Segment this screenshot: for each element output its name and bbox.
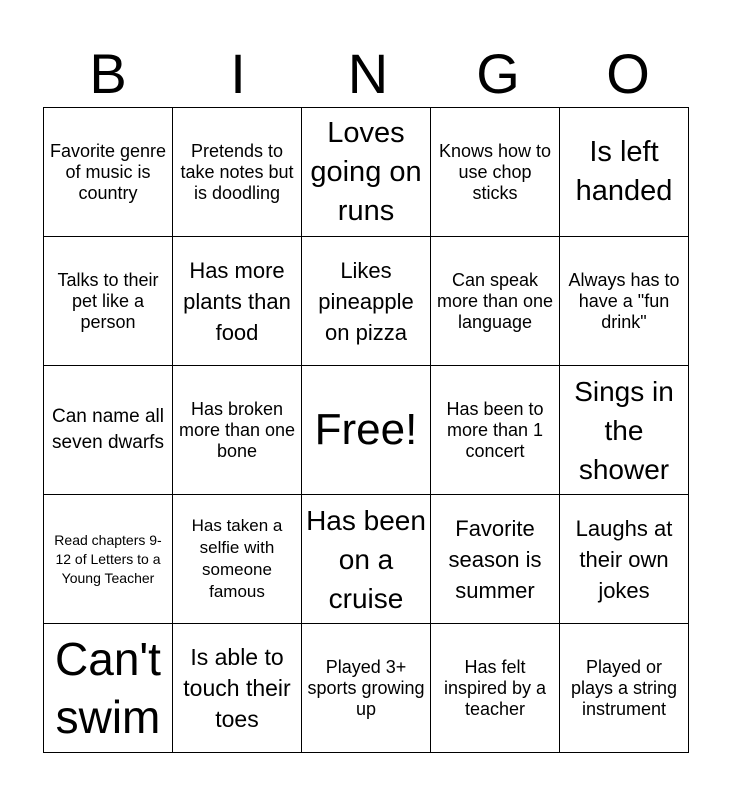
bingo-cell[interactable]: Played or plays a string instrument (560, 624, 689, 753)
bingo-cell[interactable]: Knows how to use chop sticks (431, 108, 560, 237)
bingo-cell[interactable]: Can't swim (44, 624, 173, 753)
header-letter-b: B (89, 42, 127, 105)
bingo-board (43, 107, 689, 753)
bingo-cell[interactable]: Can speak more than one language (431, 237, 560, 366)
bingo-cell[interactable]: Talks to their pet like a person (44, 237, 173, 366)
bingo-header (43, 42, 693, 106)
bingo-cell[interactable]: Has been to more than 1 concert (431, 366, 560, 495)
bingo-cell[interactable]: Pretends to take notes but is doodling (173, 108, 302, 237)
bingo-cell[interactable]: Can name all seven dwarfs (44, 366, 173, 495)
bingo-cell[interactable]: Has broken more than one bone (173, 366, 302, 495)
header-letter-i: I (230, 42, 246, 105)
bingo-cell[interactable]: Sings in the shower (560, 366, 689, 495)
bingo-cell[interactable]: Laughs at their own jokes (560, 495, 689, 624)
board-row-5 (44, 624, 689, 753)
bingo-cell[interactable]: Likes pineapple on pizza (302, 237, 431, 366)
bingo-cell[interactable]: Favorite genre of music is country (44, 108, 173, 237)
bingo-cell[interactable]: Always has to have a "fun drink" (560, 237, 689, 366)
board-row-4 (44, 495, 689, 624)
board-row-3 (44, 366, 689, 495)
bingo-cell[interactable]: Is able to touch their toes (173, 624, 302, 753)
bingo-cell[interactable]: Read chapters 9-12 of Letters to a Young Teacher (44, 495, 173, 624)
header-letter-g: G (476, 42, 520, 105)
bingo-cell[interactable]: Has been on a cruise (302, 495, 431, 624)
bingo-cell[interactable]: Is left handed (560, 108, 689, 237)
bingo-cell[interactable]: Has more plants than food (173, 237, 302, 366)
bingo-cell[interactable]: Played 3+ sports growing up (302, 624, 431, 753)
bingo-cell[interactable]: Has taken a selfie with someone famous (173, 495, 302, 624)
bingo-cell[interactable]: Loves going on runs (302, 108, 431, 237)
board-row-1 (44, 108, 689, 237)
bingo-cell[interactable]: Has felt inspired by a teacher (431, 624, 560, 753)
header-letter-n: N (347, 42, 389, 105)
board-row-2 (44, 237, 689, 366)
header-letter-o: O (606, 42, 650, 105)
bingo-cell[interactable]: Favorite season is summer (431, 495, 560, 624)
free-space[interactable]: Free! (302, 366, 431, 495)
